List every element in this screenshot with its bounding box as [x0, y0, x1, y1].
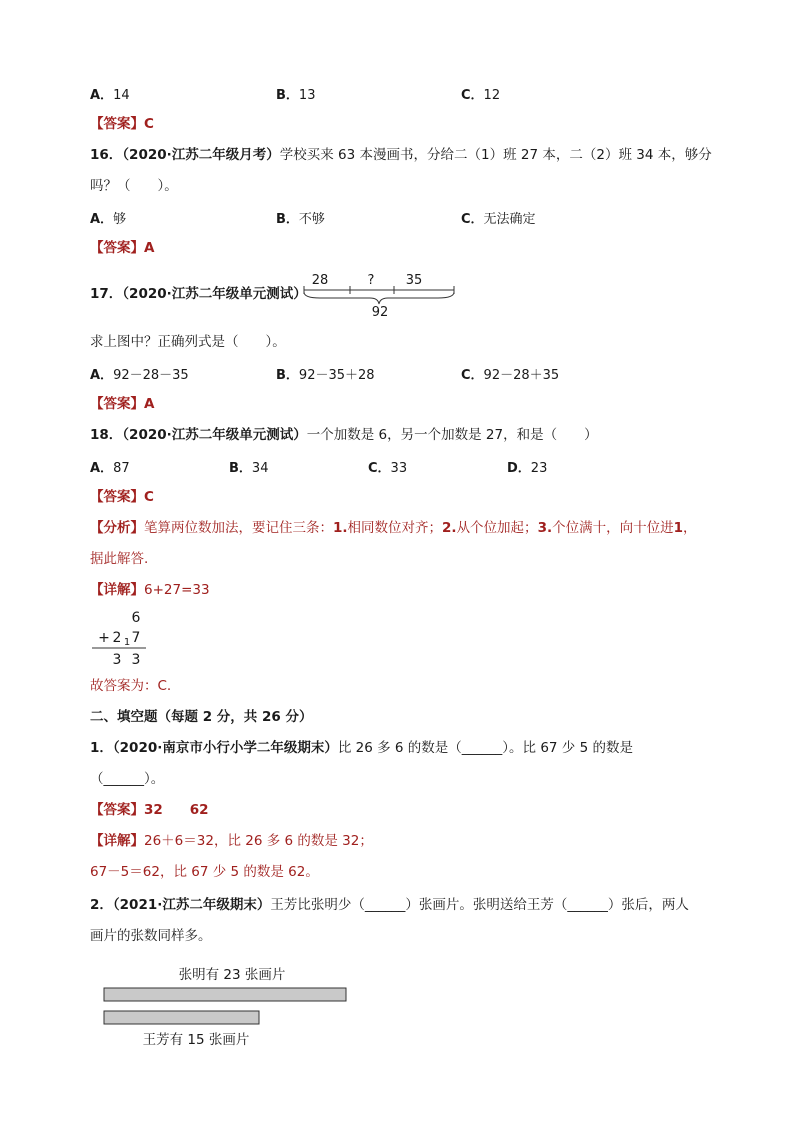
option-key: B． [229, 461, 252, 476]
question-source: （2020·江苏二年级单元测试） [122, 286, 307, 302]
question-number: 18． [90, 427, 123, 443]
analysis-text: 个位满十，向十位进 [552, 520, 674, 536]
analysis-text: 从个位加起； [456, 520, 538, 536]
q18-conclusion: 故答案为：C. [90, 678, 172, 694]
analysis-text: 笔算两位数加法，要记住三条： [144, 520, 333, 536]
answer-value: C [144, 116, 154, 132]
option-key: A． [90, 461, 114, 476]
q17-option-a [90, 364, 189, 383]
option-text: 23 [530, 461, 548, 476]
bar-comparison-diagram [100, 960, 352, 1052]
q18-option-a [90, 457, 130, 476]
question-source: （2020·南京市小行小学二年级期末） [112, 740, 338, 756]
q16-stem-cont: 吗？（ ）。 [90, 178, 178, 194]
q17-stem [90, 285, 307, 303]
option-key: D． [507, 461, 531, 476]
bottom-bar-label: 王芳有 15 张画片 [142, 1032, 250, 1048]
q18-option-d [507, 457, 547, 476]
option-text: 92－28＋35 [483, 368, 560, 383]
option-text: 34 [251, 461, 269, 476]
q16-stem [90, 146, 712, 164]
q17-option-c [461, 364, 559, 383]
option-text: 14 [113, 88, 130, 103]
f1-answer [90, 801, 209, 819]
answer-label: 【答案】 [90, 489, 144, 505]
option-key: C． [368, 461, 391, 476]
q18-option-b [229, 457, 268, 476]
analysis-text: ， [683, 520, 697, 536]
option-key: A． [90, 368, 114, 383]
q18-detail [90, 581, 210, 599]
q18-answer [90, 488, 154, 506]
question-source: （2020·江苏二年级单元测试） [122, 427, 307, 443]
answer-value: C [144, 489, 154, 505]
question-text: 学校买来 63 本漫画书，分给二（1）班 27 本，二（2）班 34 本，够分 [279, 147, 712, 163]
answer-value: A [144, 240, 155, 256]
q17-question: 求上图中？正确列式是（ ）。 [90, 334, 286, 350]
carry-digit: 1 [123, 637, 131, 648]
option-text: 不够 [298, 212, 325, 227]
option-key: C． [461, 368, 484, 383]
detail-text: 6+27=33 [144, 582, 210, 598]
analysis-label: 【分析】 [90, 520, 144, 536]
question-source: （2021·江苏二年级期末） [112, 897, 271, 913]
segment-label-middle: ? [367, 273, 375, 288]
q15-answer [90, 115, 154, 133]
detail-label: 【详解】 [90, 833, 144, 849]
question-text: 一个加数是 6，另一个加数是 27，和是（ ） [306, 427, 598, 443]
f1-stem-cont: （______）。 [90, 771, 165, 787]
f2-stem-cont: 画片的张数同样多。 [90, 928, 212, 944]
analysis-step-number: 3. [537, 520, 553, 536]
question-text: 王芳比张明少（______）张画片。张明送给王芳（______）张后，两人 [270, 897, 689, 913]
q16-option-a [90, 208, 126, 227]
segment-label-left: 28 [311, 273, 329, 288]
option-text: 13 [298, 88, 316, 103]
q16-answer [90, 239, 154, 257]
question-source: （2020·江苏二年级月考） [122, 147, 280, 163]
question-text: 比 26 多 6 的数是（______）。比 67 少 5 的数是 [337, 740, 633, 756]
f2-stem [90, 896, 689, 914]
detail-text: 26＋6＝32，比 26 多 6 的数是 32； [144, 833, 373, 849]
q15-option-b [276, 84, 315, 103]
q18-option-c [368, 457, 407, 476]
detail-label: 【详解】 [90, 582, 144, 598]
addend-ones: 7 [131, 630, 141, 646]
analysis-step-number: 1. [333, 520, 348, 536]
segment-total-label: 92 [371, 305, 389, 320]
f1-stem [90, 739, 633, 757]
f1-detail-cont: 67－5＝62，比 67 少 5 的数是 62。 [90, 864, 319, 880]
q15-option-c [461, 84, 500, 103]
addend-top: 6 [131, 610, 141, 626]
answer-label: 【答案】 [90, 240, 144, 256]
option-key: B． [276, 212, 299, 227]
plus-sign: + [98, 630, 110, 646]
section-title: 二、填空题（每题 2 分，共 26 分） [90, 709, 313, 725]
q16-option-b [276, 208, 325, 227]
analysis-text: 1 [673, 520, 683, 536]
option-key: C． [461, 88, 484, 103]
q18-analysis-cont: 据此解答. [90, 551, 149, 567]
option-text: 12 [483, 88, 501, 103]
q17-option-b [276, 364, 375, 383]
segment-label-right: 35 [405, 273, 423, 288]
bottom-bar [104, 1011, 259, 1024]
q15-option-a [90, 84, 130, 103]
sum-ones: 3 [131, 652, 141, 668]
vertical-addition [90, 606, 160, 668]
question-number: 16． [90, 147, 123, 163]
option-text: 87 [113, 461, 130, 476]
answer-label: 【答案】 [90, 116, 144, 132]
analysis-text: 相同数位对齐； [347, 520, 443, 536]
option-key: B． [276, 88, 299, 103]
top-bar [104, 988, 346, 1001]
question-number: 2． [90, 897, 113, 913]
option-key: B． [276, 368, 299, 383]
option-key: A． [90, 88, 114, 103]
q18-analysis [90, 519, 697, 537]
f1-detail [90, 832, 373, 850]
option-key: C． [461, 212, 484, 227]
option-text: 92－35＋28 [298, 368, 375, 383]
option-text: 够 [113, 212, 127, 227]
q18-stem [90, 426, 598, 444]
top-bar-label: 张明有 23 张画片 [178, 967, 286, 983]
option-text: 无法确定 [483, 212, 536, 227]
answer-label: 【答案】 [90, 396, 144, 412]
sum-tens: 3 [112, 652, 122, 668]
answer-label: 【答案】 [90, 802, 144, 818]
option-text: 92－28－35 [113, 368, 189, 383]
option-text: 33 [390, 461, 408, 476]
total-brace [304, 292, 454, 304]
question-number: 17． [90, 286, 123, 302]
segment-diagram [300, 268, 460, 320]
question-number: 1． [90, 740, 113, 756]
answer-value: 32 62 [144, 802, 209, 818]
option-key: A． [90, 212, 114, 227]
q17-answer [90, 395, 154, 413]
answer-value: A [144, 396, 155, 412]
addend-tens: 2 [112, 630, 122, 646]
q16-option-c [461, 208, 536, 227]
analysis-step-number: 2. [442, 520, 457, 536]
